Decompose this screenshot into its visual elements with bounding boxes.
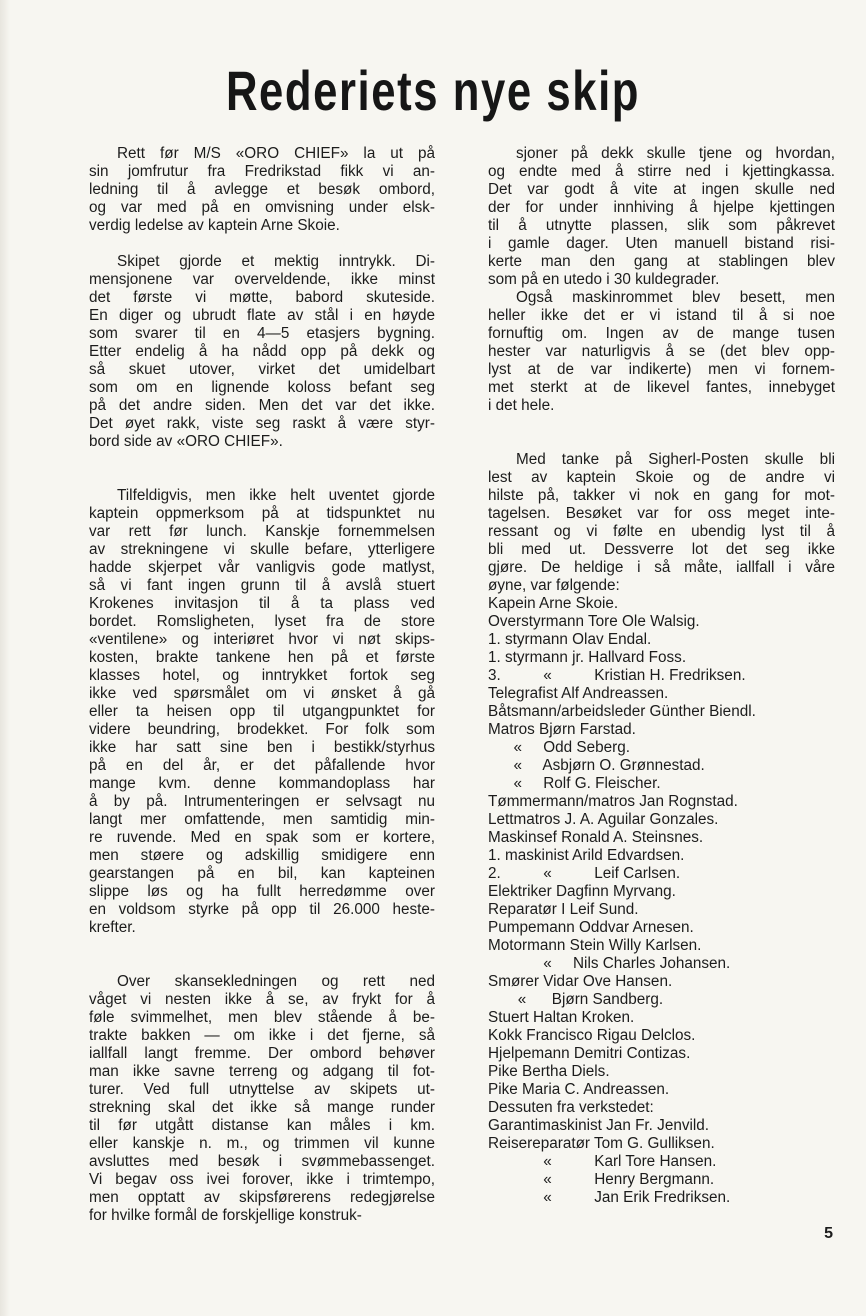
text-line: men støere og adskillig smidigere enn xyxy=(89,847,435,864)
text-line: bli med ut. Dessverre lot det seg ikke xyxy=(488,541,835,558)
text-line: man ikke savne terreng og adgang til fot- xyxy=(89,1063,435,1080)
text-line: eller kanskje n. m., og trimmen vil kunne xyxy=(89,1135,435,1152)
text-line: gjøre. De heldige i så måte, iallfall i våre xyxy=(488,559,835,576)
text-line: i det hele. xyxy=(488,397,555,414)
text-line: heller ikke det er vi istand til å si noe xyxy=(488,307,835,324)
right-column xyxy=(488,145,835,1207)
crew-list-item: Båtsmann/arbeidsleder Günther Biendl. xyxy=(488,703,756,720)
right-paragraph-2 xyxy=(488,289,835,415)
crew-list-item: Tømmermann/matros Jan Rognstad. xyxy=(488,793,738,810)
text-line: mange kvm. denne kommandoplass har xyxy=(89,775,435,792)
text-line: «ventilene» og interiøret hvor vi nøt skips- xyxy=(89,631,435,648)
right-paragraph-3 xyxy=(488,451,835,595)
text-line: hadde skjerpet vår vanligvis gode matlyst, xyxy=(89,559,435,576)
text-line: kaptein oppmerksom på at tidspunktet nu xyxy=(89,505,435,522)
crew-list-item: 3. « Kristian H. Fredriksen. xyxy=(488,667,746,684)
text-line: En diger og ubrudt flate av stål i en høyde xyxy=(89,307,435,324)
text-line: Med tanke på Sigherl-Posten skulle bli xyxy=(516,451,835,468)
crew-list-item: Stuert Haltan Kroken. xyxy=(488,1009,635,1026)
text-line: eller ta heisen opp til utgangpunktet for xyxy=(89,703,435,720)
text-line: Også maskinrommet blev besett, men xyxy=(516,289,835,306)
text-line: hester var naturligvis å se (det blev opp- xyxy=(488,343,835,360)
text-line: langt mer omfattende, men samtidig min- xyxy=(89,811,435,828)
text-line: ressant og vi følte en ubendig lyst til å xyxy=(488,523,835,540)
crew-list-item: « Rolf G. Fleischer. xyxy=(488,775,661,792)
crew-list-item: Kokk Francisco Rigau Delclos. xyxy=(488,1027,696,1044)
crew-list-item: « Asbjørn O. Grønnestad. xyxy=(488,757,705,774)
text-line: på en del år, er det påfallende hvor xyxy=(89,757,435,774)
text-line: det første vi møtte, babord skuteside. xyxy=(89,289,435,306)
crew-list-item: Lettmatros J. A. Aguilar Gonzales. xyxy=(488,811,719,828)
text-line: slippe løs og ha fullt herredømme over xyxy=(89,883,435,900)
crew-list-item: « Henry Bergmann. xyxy=(488,1171,715,1188)
text-line: å by på. Intrumenteringen er selvsagt nu xyxy=(89,793,435,810)
text-line: hilste på, takker vi nok en gang for mot- xyxy=(488,487,835,504)
crew-list-item: « Bjørn Sandberg. xyxy=(488,991,664,1008)
text-line: ikke har satt sine ben i bestikk/styrhus xyxy=(89,739,435,756)
text-line: klasses hotel, og inntrykket fortok seg xyxy=(89,667,435,684)
crew-list-item: 1. styrmann jr. Hallvard Foss. xyxy=(488,649,687,666)
right-paragraph-1 xyxy=(488,145,835,289)
text-line: bord side av «ORO CHIEF». xyxy=(89,433,283,450)
text-line: lest av kaptein Skoie og de andre vi xyxy=(488,469,835,486)
text-line: var rett før lunch. Kanskje fornemmelsen xyxy=(89,523,435,540)
text-line: verdig ledelse av kaptein Arne Skoie. xyxy=(89,217,340,234)
text-line: som på en utedo i 30 kuldegrader. xyxy=(488,271,720,288)
left-column xyxy=(89,145,435,1225)
text-line: turer. Ved full utnyttelse av skipets ut- xyxy=(89,1081,435,1098)
crew-list-item: Overstyrmann Tore Ole Walsig. xyxy=(488,613,700,630)
text-line: sin jomfrutur fra Fredrikstad fikk vi an- xyxy=(89,163,435,180)
text-line: som svarer til en 4—5 etasjers bygning. xyxy=(89,325,435,342)
text-line: videre beundring, brodekket. For folk som xyxy=(89,721,435,738)
text-line: en voldsom styrke på opp til 26.000 heste- xyxy=(89,901,435,918)
text-line: mensjonene var overveldende, ikke minst xyxy=(89,271,435,288)
crew-list-item: Reisereparatør Tom G. Gulliksen. xyxy=(488,1135,715,1152)
text-line: Etter endelig å ha nådd opp på dekk og xyxy=(89,343,435,360)
text-line: i gamle dager. Uten manuell bistand risi- xyxy=(488,235,835,252)
crew-list-item: Hjelpemann Demitri Contizas. xyxy=(488,1045,691,1062)
text-line: bordet. Romsligheten, lyset fra de store xyxy=(89,613,435,630)
text-line: krefter. xyxy=(89,919,136,936)
crew-list-item: 1. maskinist Arild Edvardsen. xyxy=(488,847,685,864)
text-line: føle svimmelhet, men blev stående å be- xyxy=(89,1009,435,1026)
crew-list-item: Pike Maria C. Andreassen. xyxy=(488,1081,670,1098)
text-line: lyst at de var indikerte) men vi fornem- xyxy=(488,361,835,378)
text-line: der for under innhiving å hjelpe kjettingen xyxy=(488,199,835,216)
crew-list-item: 2. « Leif Carlsen. xyxy=(488,865,681,882)
left-paragraph-2 xyxy=(89,253,435,451)
text-line: fornuftig om. Ingen av de mange tusen xyxy=(488,325,835,342)
text-line: på det andre siden. Men det var det ikke. xyxy=(89,397,435,414)
text-line: Skipet gjorde et mektig inntrykk. Di- xyxy=(117,253,435,270)
text-line: våget vi nesten ikke å se, av frykt for å xyxy=(89,991,435,1008)
crew-list-item: Pumpemann Oddvar Arnesen. xyxy=(488,919,694,936)
crew-list-item: « Odd Seberg. xyxy=(488,739,630,756)
text-line: øyne, var følgende: xyxy=(488,577,620,594)
text-line: som om en lignende koloss befant seg xyxy=(89,379,435,396)
crew-list-item: Maskinsef Ronald A. Steinsnes. xyxy=(488,829,704,846)
crew-list-item: Garantimaskinist Jan Fr. Jenvild. xyxy=(488,1117,710,1134)
crew-list-item: « Nils Charles Johansen. xyxy=(488,955,731,972)
text-line: og endte med å stirre ned i kjettingkassa. xyxy=(488,163,835,180)
crew-list-item: « Karl Tore Hansen. xyxy=(488,1153,717,1170)
left-paragraph-1 xyxy=(89,145,435,235)
text-line: iallfall langt fremme. Der ombord behøver xyxy=(89,1045,435,1062)
crew-list-item: Kapein Arne Skoie. xyxy=(488,595,619,612)
text-line: strekning skal det ikke så mange runder xyxy=(89,1099,435,1116)
crew-list-item: Elektriker Dagfinn Myrvang. xyxy=(488,883,676,900)
text-line: Det var godt å vite at ingen skulle ned xyxy=(488,181,835,198)
text-line: Vi begav oss ivei forover, ikke i trimtempo, xyxy=(89,1171,435,1188)
text-line: til før utgått distanse kan måles i km. xyxy=(89,1117,435,1134)
text-line: til å utnytte plassen, slik som påkrevet xyxy=(488,217,835,234)
crew-list-item: Pike Bertha Diels. xyxy=(488,1063,610,1080)
text-line: met sterkt at de likevel fantes, innebyget xyxy=(488,379,835,396)
text-line: ikke ved spørsmålet om vi ønsket å gå xyxy=(89,685,435,702)
page-edge-shadow xyxy=(0,0,10,1316)
crew-list xyxy=(488,595,835,1207)
text-line: men opptatt av skipsførerens redegjørelse xyxy=(89,1189,435,1206)
text-line: kerte man den gang at stablingen blev xyxy=(488,253,835,270)
left-paragraph-4 xyxy=(89,973,435,1225)
text-line: kosten, brakte tankene hen på et første xyxy=(89,649,435,666)
crew-list-item: Smører Vidar Ove Hansen. xyxy=(488,973,673,990)
text-line: for hvilke formål de forskjellige konstruk- xyxy=(89,1207,362,1224)
text-line: Over skansekledningen og rett ned xyxy=(117,973,435,990)
text-line: Tilfeldigvis, men ikke helt uventet gjorde xyxy=(117,487,435,504)
text-line: sjoner på dekk skulle tjene og hvordan, xyxy=(516,145,835,162)
page-number: 5 xyxy=(824,1225,833,1242)
crew-list-item: Reparatør I Leif Sund. xyxy=(488,901,639,918)
text-line: trakte bakken — om ikke i det fjerne, så xyxy=(89,1027,435,1044)
crew-list-item: Dessuten fra verkstedet: xyxy=(488,1099,654,1116)
crew-list-item: Motormann Stein Willy Karlsen. xyxy=(488,937,702,954)
crew-list-item: 1. styrmann Olav Endal. xyxy=(488,631,652,648)
text-line: av strekningene vi skulle befare, ytterligere xyxy=(89,541,435,558)
crew-list-item: « Jan Erik Fredriksen. xyxy=(488,1189,731,1206)
text-line: re ruvende. Med en spak som er kortere, xyxy=(89,829,435,846)
text-line: og var med på en omvisning under elsk- xyxy=(89,199,435,216)
text-line: Det øyet rakk, viste seg raskt å være styr- xyxy=(89,415,435,432)
text-line: Krokenes invitasjon til å ta plass ved xyxy=(89,595,435,612)
crew-list-item: Matros Bjørn Farstad. xyxy=(488,721,636,738)
left-paragraph-3 xyxy=(89,487,435,937)
text-line: Rett før M/S «ORO CHIEF» la ut på xyxy=(117,145,435,162)
text-line: tagelsen. Besøket var for oss meget inte- xyxy=(488,505,835,522)
text-line: så skuet utover, virket det umidelbart xyxy=(89,361,435,378)
crew-list-item: Telegrafist Alf Andreassen. xyxy=(488,685,669,702)
article-title: Rederiets nye skip xyxy=(225,59,641,122)
text-line: ledning til å avlegge et besøk ombord, xyxy=(89,181,435,198)
text-line: så vi fant ingen grunn til å avslå stuert xyxy=(89,577,435,594)
text-line: gearstangen på en bil, kan kapteinen xyxy=(89,865,435,882)
text-line: avsluttes med besøk i svømmebassenget. xyxy=(89,1153,435,1170)
